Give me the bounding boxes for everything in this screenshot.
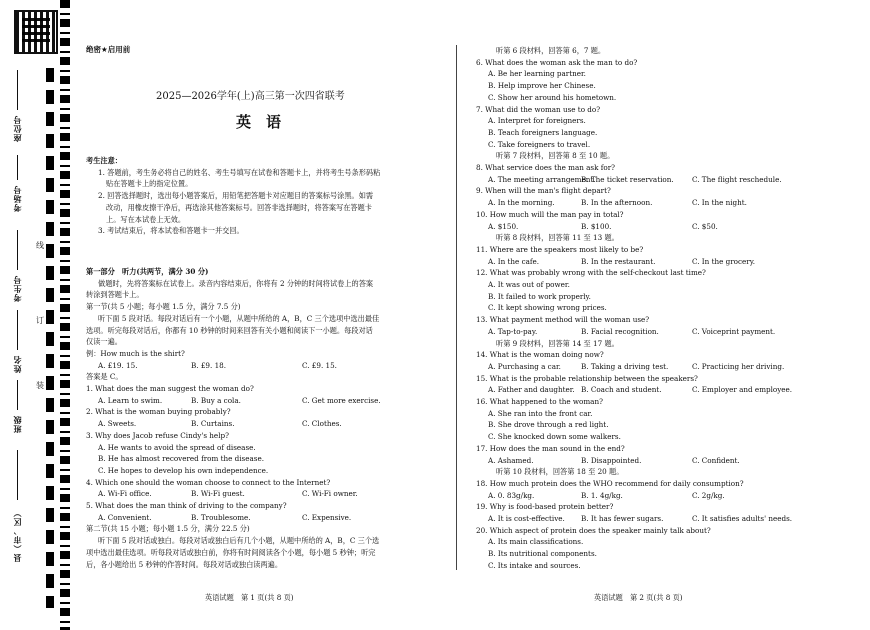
option: B. In the restaurant. [581,256,656,266]
question: 9. When will the man's flight depart? [476,186,611,196]
option: B. Curtains. [191,419,235,429]
section-intro: 听下面 5 段对话或独白。每段对话或独白后有几个小题，从题中所给的 A，B，C 三个选 [98,536,380,546]
question: 8. What service does the man ask for? [476,163,616,173]
example-question: 例：How much is the shirt? [86,348,185,358]
option: A. In the morning. [488,198,555,208]
seat-number-label: 座位号 [13,115,22,142]
section-heading: 第二节(共 15 小题；每小题 1.5 分，满分 22.5 分) [86,524,250,534]
binding-mark-staple: 订 [36,316,44,325]
option: B. It has fewer sugars. [581,513,664,523]
option: A. 0. 83g/kg. [488,490,535,500]
question: 1. What does the man suggest the woman do? [86,384,254,394]
option: A. Purchasing a car. [488,361,561,371]
notice-item: 3. 考试结束后，将本试卷和答题卡一并交回。 [98,226,244,236]
option: A. $150. [488,221,519,231]
option: C. Confident. [692,455,740,465]
option: A. In the cafe. [488,256,540,266]
option: A. Be her learning partner. [488,69,586,79]
binding-mark-bind: 装 [36,381,44,390]
option: C. In the night. [692,198,747,208]
option: A. Convenient. [98,512,152,522]
example-options: A. £19. 15. B. £9. 18. C. £9. 15. [98,360,337,370]
question: 10. How much will the man pay in total? [476,209,624,219]
option: B. Coach and student. [581,385,662,395]
option: B. Disappointed. [581,455,642,465]
page-footer: 英语试题 第 1 页(共 8 页) [205,593,294,603]
county-label: 县（市、区） [13,508,22,562]
section-intro: 仅读一遍。 [86,337,122,347]
option: C. Show her around his hometown. [488,92,617,102]
question: 3. Why does Jacob refuse Cindy's help? [86,430,229,440]
option-row [86,512,379,524]
option: C. It satisfies adults' needs. [692,513,793,523]
option: C. Its intake and sources. [488,560,581,570]
question-list [86,383,379,523]
qr-code-icon [14,10,58,54]
question: 18. How much protein does the WHO recommend for daily consumption? [476,478,744,488]
binding-strip [0,0,70,630]
section-intro: 选项。听完每段对话后，你都有 10 秒钟的时间来回答有关小题和阅读下一小题。每段对话 [86,325,373,335]
question: 16. What happened to the woman? [476,396,603,406]
notice-item: 改动，用橡皮擦干净后，再选涂其他答案标号。回答非选择题时，将答案写在答题卡 [106,202,372,212]
option: B. $100. [581,221,612,231]
class-label: 班级 [13,415,22,433]
notice-item: 上。写在本试卷上无效。 [106,214,186,224]
section-heading: 第一节(共 5 小题；每小题 1.5 分，满分 7.5 分) [86,302,241,312]
barcode-stripe [60,0,70,630]
option: C. She knocked down some walkers. [488,432,621,442]
question: 4. Which one should the woman choose to connect to the Internet? [86,477,331,487]
listening-direction: 听第 7 段材料，回答第 8 至 10 题。 [496,151,615,161]
part1-block [86,266,379,570]
option: A. Sweets. [98,419,137,429]
option: A. It is cost-effective. [488,513,565,523]
listening-direction: 听第 6 段材料，回答第 6，7 题。 [496,46,606,55]
secret-label: 绝密★启用前 [86,45,131,54]
option: C. Voiceprint payment. [692,326,776,336]
option: C. Practicing her driving. [692,361,785,371]
option: C. Expensive. [302,512,352,522]
option: A. He wants to avoid the spread of disease. [98,442,256,452]
question-list [476,45,793,571]
option: A. Its main classifications. [488,537,584,547]
question: 2. What is the woman buying probably? [86,407,231,417]
part-intro: 做题时，先将答案标在试卷上。录音内容结束后，你将有 2 分钟的时间将试卷上的答案 [98,278,374,288]
option: A. She ran into the front car. [488,408,593,418]
option: A. Learn to swim. [98,395,163,405]
option: B. He has almost recovered from the disease. [98,454,264,464]
subject-title: 英 语 [236,113,282,131]
option: C. Wi-Fi owner. [302,489,358,499]
notice-block [86,155,380,237]
question: 7. What did the woman use to do? [476,104,601,114]
section-intro: 后，各小题给出 5 秒钟的作答时间。每段对话或独白读两遍。 [86,559,283,569]
listening-direction: 听第 8 段材料，回答第 11 至 13 题。 [496,233,619,243]
question: 11. Where are the speakers most likely to be? [476,244,644,254]
option: B. Facial recognition. [581,326,659,336]
option: C. It kept showing wrong prices. [488,303,607,313]
option: A. Wi-Fi office. [98,489,152,499]
part-intro: 转涂到答题卡上。 [86,290,144,300]
option: B. Help improve her Chinese. [488,81,596,91]
question: 15. What is the probable relationship between the speakers? [476,373,698,383]
question: 20. Which aspect of protein does the speaker mainly talk about? [476,525,711,535]
option-row [86,418,379,430]
option-row [476,256,756,268]
option: B. The ticket reservation. [581,174,674,184]
option: A. It was out of power. [488,280,570,289]
question: 14. What is the woman doing now? [476,350,604,360]
option-row [476,197,747,209]
option: A. Tap-to-pay. [488,326,538,336]
option: B. 1. 4g/kg. [581,490,623,500]
example-answer: 答案是 C。 [86,372,123,382]
question: 5. What does the man think of driving to the company? [86,501,287,510]
option: B. Troublesome. [191,512,251,522]
option-row [476,326,776,338]
option: A. Father and daughter. [488,385,575,395]
option: B. It failed to work properly. [488,291,591,301]
section-intro: 项中选出最佳选项。听每段对话或独白前，你将有时间阅读各个小题，每小题 5 秒钟；听完 [86,547,376,557]
option: C. 2g/kg. [692,490,725,500]
option: C. Take foreigners to travel. [488,139,591,149]
option: B. Wi-Fi guest. [191,489,245,499]
option: C. In the grocery. [692,256,756,266]
option: B. Its nutritional components. [488,549,597,559]
option: A. Ashamed. [488,455,534,465]
room-number-label: 考场号 [13,185,22,212]
option-row [476,361,785,373]
option: C. Employer and employee. [692,385,793,395]
barcode-stripe-inner [46,68,54,608]
option: A. Interpret for foreigners. [488,116,586,126]
notice-item: 2. 回答选择题时，选出每小题答案后，用铅笔把答题卡对应题目的答案标号涂黑。如需 [98,191,374,201]
question: 12. What was probably wrong with the self-checkout last time? [476,268,706,278]
question: 19. Why is food-based protein better? [476,502,614,512]
name-label: 姓名 [13,355,22,373]
question: 13. What payment method will the woman use? [476,315,650,325]
notice-item: 1. 答题前，考生务必将自己的姓名、考生号填写在试卷和答题卡上，并将考生号条形码粘 [98,167,381,177]
option-row [476,174,782,186]
option: C. $50. [692,221,718,231]
option: B. She drove through a red light. [488,420,609,430]
option-row [476,490,744,502]
section-intro: 听下面 5 段对话。每段对话后有一个小题，从题中所给的 A，B，C 三个选项中选出最佳 [98,313,380,323]
notice-item: 贴在答题卡上的指定位置。 [106,179,193,189]
option: C. Clothes. [302,419,342,429]
page-footer: 英语试题 第 2 页(共 8 页) [594,593,683,603]
option: B. In the afternoon. [581,198,653,208]
question: 17. How does the man sound in the end? [476,443,625,453]
listening-direction: 听第 9 段材料，回答第 14 至 17 题。 [496,338,619,348]
listening-direction: 听第 10 段材料，回答第 18 至 20 题。 [496,467,624,477]
binding-mark-line: 线 [36,241,44,250]
option-row [86,488,379,500]
option-row [476,384,793,396]
column-divider [456,45,457,570]
option: C. Get more exercise. [302,395,381,405]
question: 6. What does the woman ask the man to do? [476,57,638,67]
option: B. Teach foreigners language. [488,127,598,137]
option: C. He hopes to develop his own independence. [98,465,269,475]
option: B. Taking a driving test. [581,361,669,371]
option-row [476,221,744,233]
exam-title: 2025—2026学年(上)高三第一次四省联考 [156,91,345,102]
notice-heading: 考生注意： [86,156,122,165]
student-number-label: 考生号 [13,275,22,302]
option: A. The meeting arrangement. [488,174,596,184]
option: C. The flight reschedule. [692,174,782,184]
option: B. Buy a cola. [191,395,241,405]
option-row [476,513,793,525]
option-row [476,455,744,467]
option-row [86,395,379,407]
part-heading: 第一部分 听力(共两节，满分 30 分) [86,267,209,276]
